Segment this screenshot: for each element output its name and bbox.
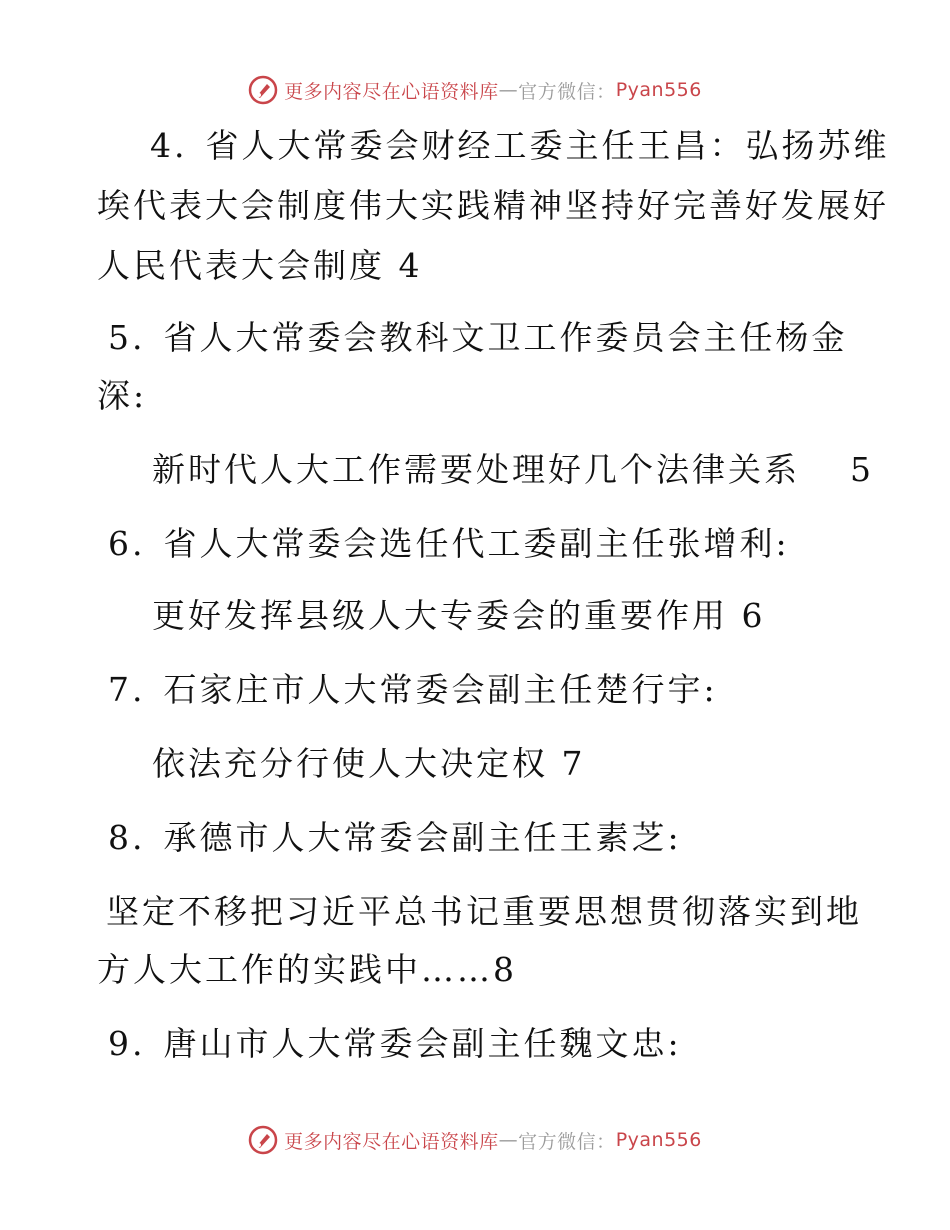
toc-item-5-text-1: 省人大常委会教科文卫工作委员会主任杨金 — [163, 318, 848, 357]
toc-item-6-text-1: 省人大常委会选任代工委副主任张增利: — [163, 524, 790, 563]
toc-item-8-number: 8. — [108, 818, 146, 857]
footer-wechat-id: Pyan556 — [615, 1129, 702, 1151]
toc-item-9-line-1 — [108, 1024, 682, 1064]
footer-banner — [0, 1120, 950, 1160]
toc-item-8-text-1: 承德市人大常委会副主任王素芝: — [163, 818, 682, 857]
toc-item-4-line-2: 埃代表大会制度伟大实践精神坚持好完善好发展好 — [97, 186, 889, 225]
toc-item-5-line-1 — [108, 318, 848, 358]
toc-item-6-title: 更好发挥县级人大专委会的重要作用 6 — [152, 596, 766, 635]
toc-item-4-number: 4. — [150, 126, 188, 165]
pen-nib-logo-icon — [248, 1125, 278, 1155]
toc-item-6-number: 6. — [108, 524, 146, 563]
footer-dash: — — [498, 1129, 519, 1151]
toc-item-8-title-1: 坚定不移把习近平总书记重要思想贯彻落实到地 — [106, 892, 862, 931]
toc-item-8-line-1 — [108, 818, 682, 858]
toc-item-5-page: 5 — [850, 450, 874, 489]
toc-item-5-title — [152, 450, 874, 490]
toc-item-8-title-2: 方人大工作的实践中……8 — [97, 950, 517, 989]
pen-nib-logo-icon — [248, 75, 278, 105]
toc-item-4-text-1: 省人大常委会财经工委主任王昌：弘扬苏维 — [205, 126, 890, 165]
header-slogan: 更多内容尽在心语资料库 — [284, 80, 499, 103]
toc-item-5-line-2: 深: — [97, 376, 148, 415]
toc-item-4-line-3: 人民代表大会制度 4 — [97, 246, 423, 285]
footer-wechat-label: 官方微信： — [518, 1130, 616, 1153]
toc-item-4-line-1 — [150, 126, 890, 166]
header-dash: — — [498, 79, 519, 101]
toc-item-9-number: 9. — [108, 1024, 146, 1063]
toc-item-5-number: 5. — [108, 318, 146, 357]
toc-item-7-line-1 — [108, 670, 718, 710]
header-banner — [0, 70, 950, 110]
header-wechat-id: Pyan556 — [615, 79, 702, 101]
toc-item-7-text-1: 石家庄市人大常委会副主任楚行宇: — [163, 670, 718, 709]
toc-item-7-number: 7. — [108, 670, 146, 709]
toc-item-5-title-text: 新时代人大工作需要处理好几个法律关系 — [152, 450, 800, 489]
footer-slogan: 更多内容尽在心语资料库 — [284, 1130, 499, 1153]
header-wechat-label: 官方微信： — [518, 80, 616, 103]
toc-item-9-text-1: 唐山市人大常委会副主任魏文忠: — [163, 1024, 682, 1063]
toc-item-7-title: 依法充分行使人大决定权 7 — [152, 744, 586, 783]
toc-item-6-line-1 — [108, 524, 790, 564]
